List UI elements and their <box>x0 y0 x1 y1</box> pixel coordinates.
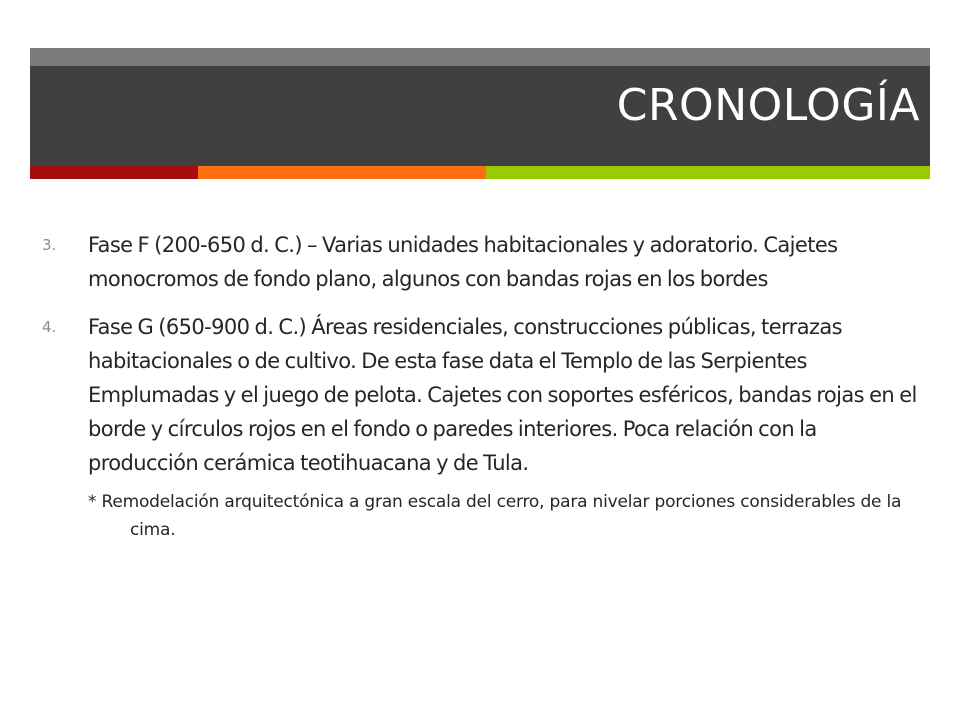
list-item-text: Fase G (650-900 d. C.) Áreas residenciales, construcciones públicas, terrazas habitacionales o de cultivo. De esta fase data el Templo de las Serpientes Emplumadas y el juego de pelota. Cajetes con soportes esféricos, bandas rojas en el borde y círculos rojos en el fondo o paredes interiores. Poca relación con la producción cerámica teotihuacana y de Tula. <box>88 315 917 475</box>
list-item <box>42 228 922 296</box>
accent-stripe <box>30 166 930 179</box>
content-list <box>42 228 922 544</box>
list-item-text: Fase F (200-650 d. C.) – Varias unidades habitacionales y adoratorio. Cajetes monocromos de fondo plano, algunos con bandas rojas en los bordes <box>88 233 838 291</box>
accent-stripe-green <box>486 166 930 179</box>
page-title: CRONOLOGÍA <box>616 80 920 131</box>
title-bar <box>30 48 930 166</box>
accent-stripe-red <box>30 166 198 179</box>
footnote: * Remodelación arquitectónica a gran escala del cerro, para nivelar porciones considerables de la cima. <box>88 492 902 540</box>
list-item <box>42 310 922 480</box>
accent-stripe-orange <box>198 166 486 179</box>
title-bar-top-band <box>30 48 930 66</box>
list-item-number: 4. <box>42 318 57 336</box>
list-item-number: 3. <box>42 236 57 254</box>
